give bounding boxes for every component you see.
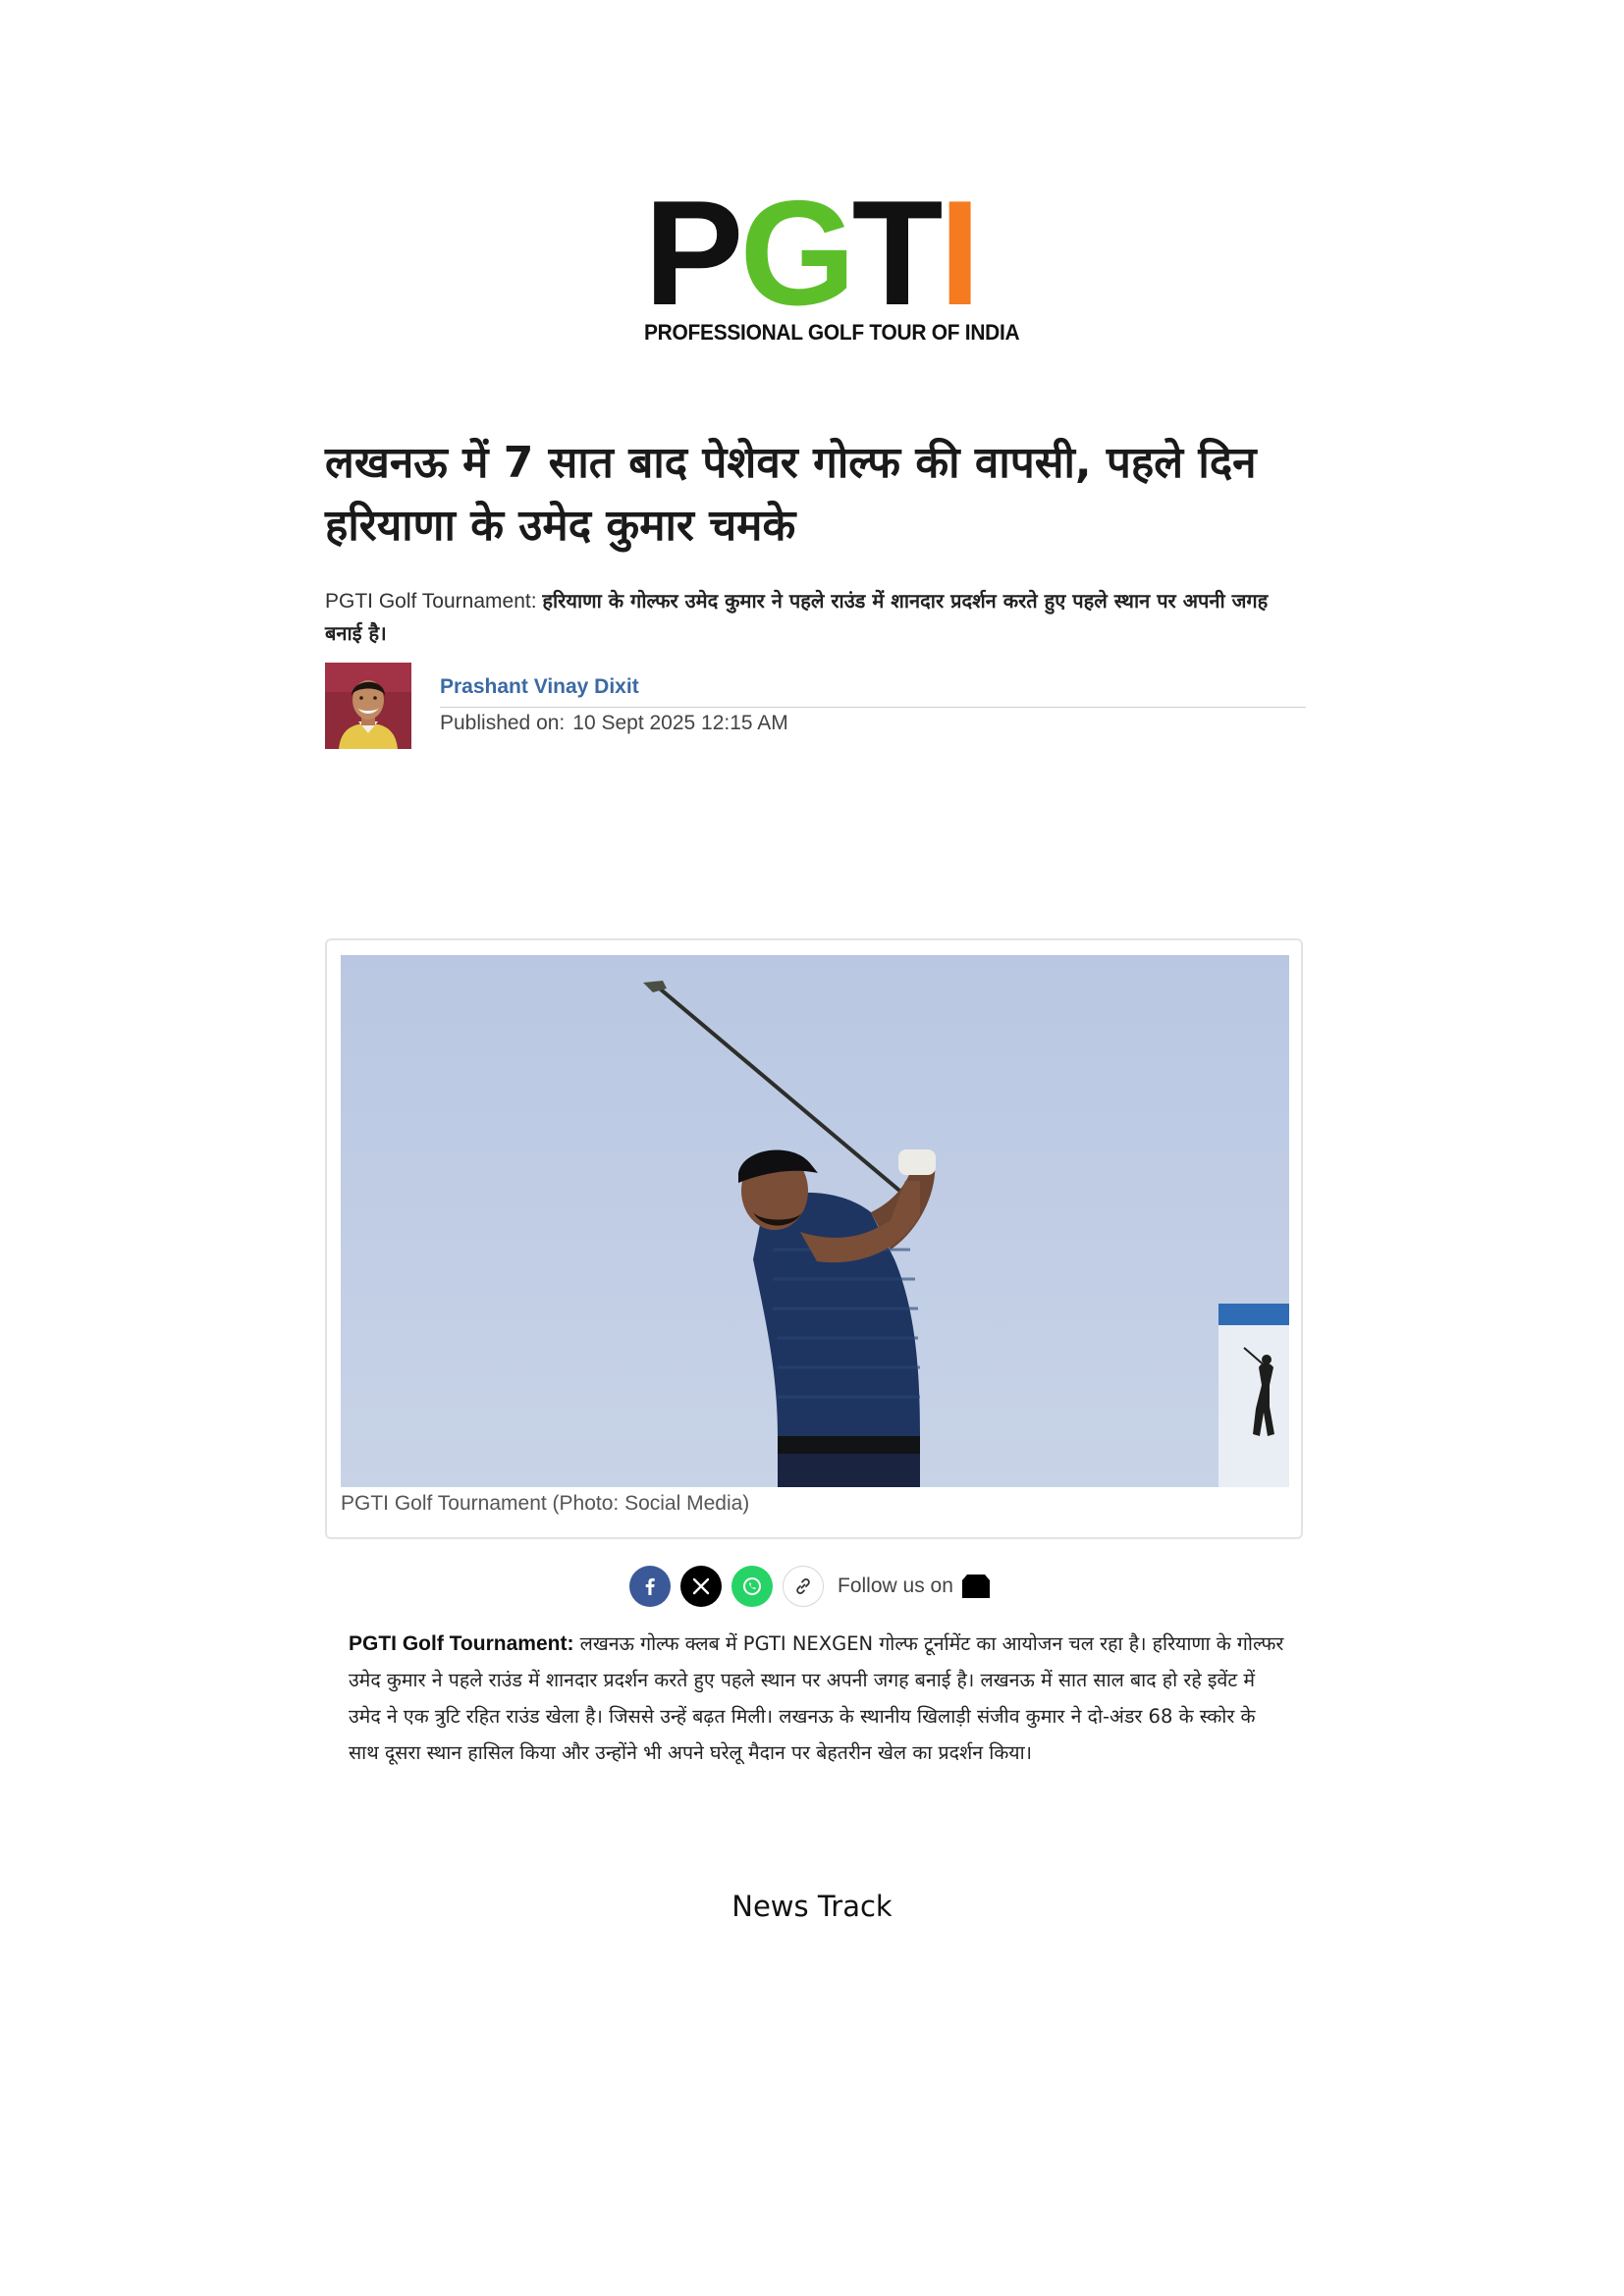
facebook-share-button[interactable] [629,1566,671,1607]
link-icon [793,1576,813,1596]
body-text: लखनऊ गोल्फ क्लब में PGTI NEXGEN गोल्फ टूर्नामेंट का आयोजन चल रहा है। हरियाणा के गोल्फर उमेद कुमार ने पहले राउंड में शानदार प्रदर्शन करते हुए पहले स्थान पर अपनी जगह बनाई है। लखनऊ में सात साल बाद हो रहे इवेंट में उमेद ने एक त्रुटि रहित राउंड खेला है। जिससे उन्हें बढ़त मिली। लखनऊ के स्थानीय खिलाड़ी संजीव कुमार ने दो-अंडर 68 के स्कोर के साथ दूसरा स्थान हासिल किया और उन्होंने भी अपने घरेलू मैदान पर बेहतरीन खेल का प्रदर्शन किया। [349,1632,1284,1764]
body-lead: PGTI Golf Tournament: [349,1632,574,1655]
x-share-button[interactable] [680,1566,722,1607]
author-name-link[interactable]: Prashant Vinay Dixit [440,673,1306,708]
whatsapp-share-button[interactable] [731,1566,773,1607]
image-caption: PGTI Golf Tournament (Photo: Social Media) [341,1492,750,1515]
published-date: 10 Sept 2025 12:15 AM [572,712,788,734]
article-body [349,1626,1291,1771]
logo-letter-g: G [739,170,852,337]
x-icon [691,1576,711,1596]
logo-tagline: PROFESSIONAL GOLF TOUR OF INDIA [644,320,1020,345]
copy-link-button[interactable] [783,1566,824,1607]
published-meta [440,710,1306,737]
logo-letter-t: T [851,170,940,337]
pgti-logo [644,170,1020,349]
author-avatar[interactable] [325,663,411,749]
featured-image-card [325,938,1303,1539]
footer-source: News Track [731,1890,893,1923]
summary-text: हरियाणा के गोल्फर उमेद कुमार ने पहले राउंड में शानदार प्रदर्शन करते हुए पहले स्थान पर अपनी जगह बनाई है। [325,589,1269,645]
summary-lead: PGTI Golf Tournament: [325,590,543,613]
author-info [440,673,1306,737]
author-photo [325,663,411,749]
whatsapp-icon [740,1575,764,1598]
article-headline: लखनऊ में 7 सात बाद पेशेवर गोल्फ की वापसी, पहले दिन हरियाणा के उमेद कुमार चमके [325,438,1257,551]
article-summary [325,585,1307,650]
google-news-icon[interactable] [959,1572,993,1601]
logo-letter-p: P [644,170,740,337]
logo-letter-i: I [939,170,977,337]
published-label: Published on: [440,712,566,734]
golfer-photo [341,955,1289,1487]
follow-us-label: Follow us on [838,1575,953,1597]
share-bar [629,1565,993,1608]
facebook-icon [639,1575,661,1597]
